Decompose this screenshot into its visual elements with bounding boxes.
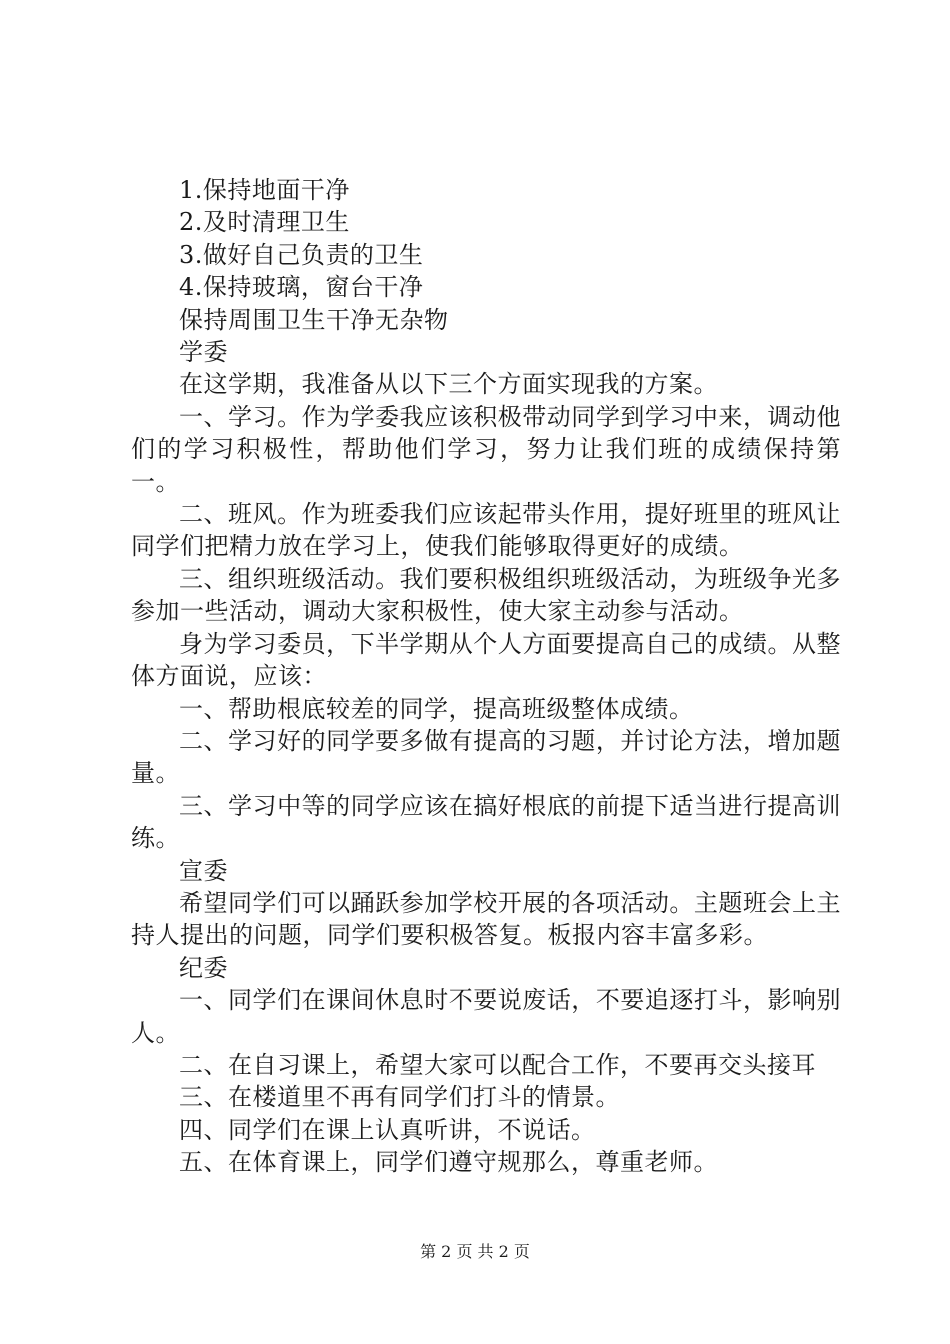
- xuewei-paragraph: 一、学习。作为学委我应该积极带动同学到学习中来，调动他们的学习积极性，帮助他们学习，努力让我们班的成绩保持第一。: [131, 402, 841, 496]
- section-heading-xuanwei: 宣委: [179, 856, 228, 885]
- xuewei-paragraph: 身为学习委员，下半学期从个人方面要提高自己的成绩。从整体方面说，应该：: [131, 629, 841, 691]
- xuewei-intro: 在这学期，我准备从以下三个方面实现我的方案。: [179, 370, 718, 399]
- xuewei-paragraph: 二、班风。作为班委我们应该起带头作用，提好班里的班风让同学们把精力放在学习上，使我们能够取得更好的成绩。: [131, 500, 841, 561]
- list-item-4: 4.保持玻璃，窗台干净: [179, 273, 424, 302]
- jiwei-paragraph: 五、在体育课上，同学们遵守规那么，尊重老师。: [179, 1148, 718, 1177]
- section-heading-jiwei: 纪委: [179, 953, 228, 982]
- list-item-3: 3.做好自己负责的卫生: [179, 240, 424, 269]
- xuewei-paragraph: 一、帮助根底较差的同学，提高班级整体成绩。: [179, 694, 694, 723]
- list-item-2: 2.及时清理卫生: [179, 208, 350, 237]
- document-body: [131, 174, 841, 1179]
- jiwei-paragraph: 三、在楼道里不再有同学们打斗的情景。: [179, 1083, 620, 1112]
- xuanwei-paragraph: 希望同学们可以踊跃参加学校开展的各项活动。主题班会上主持人提出的问题，同学们要积极答复。板报内容丰富多彩。: [131, 888, 841, 950]
- xuewei-paragraph: 二、学习好的同学要多做有提高的习题，并讨论方法，增加题量。: [131, 726, 841, 788]
- section-heading-xuewei: 学委: [179, 338, 228, 367]
- jiwei-paragraph: 四、同学们在课上认真听讲，不说话。: [179, 1115, 596, 1144]
- jiwei-paragraph: 二、在自习课上，希望大家可以配合工作，不要再交头接耳: [179, 1050, 816, 1079]
- list-item-5: 保持周围卫生干净无杂物: [179, 305, 449, 334]
- jiwei-paragraph: 一、同学们在课间休息时不要说废话，不要追逐打斗，影响别人。: [131, 986, 841, 1047]
- page-footer: 第 2 页 共 2 页: [420, 1242, 530, 1261]
- xuewei-paragraph: 三、组织班级活动。我们要积极组织班级活动，为班级争光多参加一些活动，调动大家积极性，使大家主动参与活动。: [131, 564, 841, 626]
- xuewei-paragraph: 三、学习中等的同学应该在搞好根底的前提下适当进行提高训练。: [131, 791, 841, 853]
- list-item-1: 1.保持地面干净: [179, 176, 350, 204]
